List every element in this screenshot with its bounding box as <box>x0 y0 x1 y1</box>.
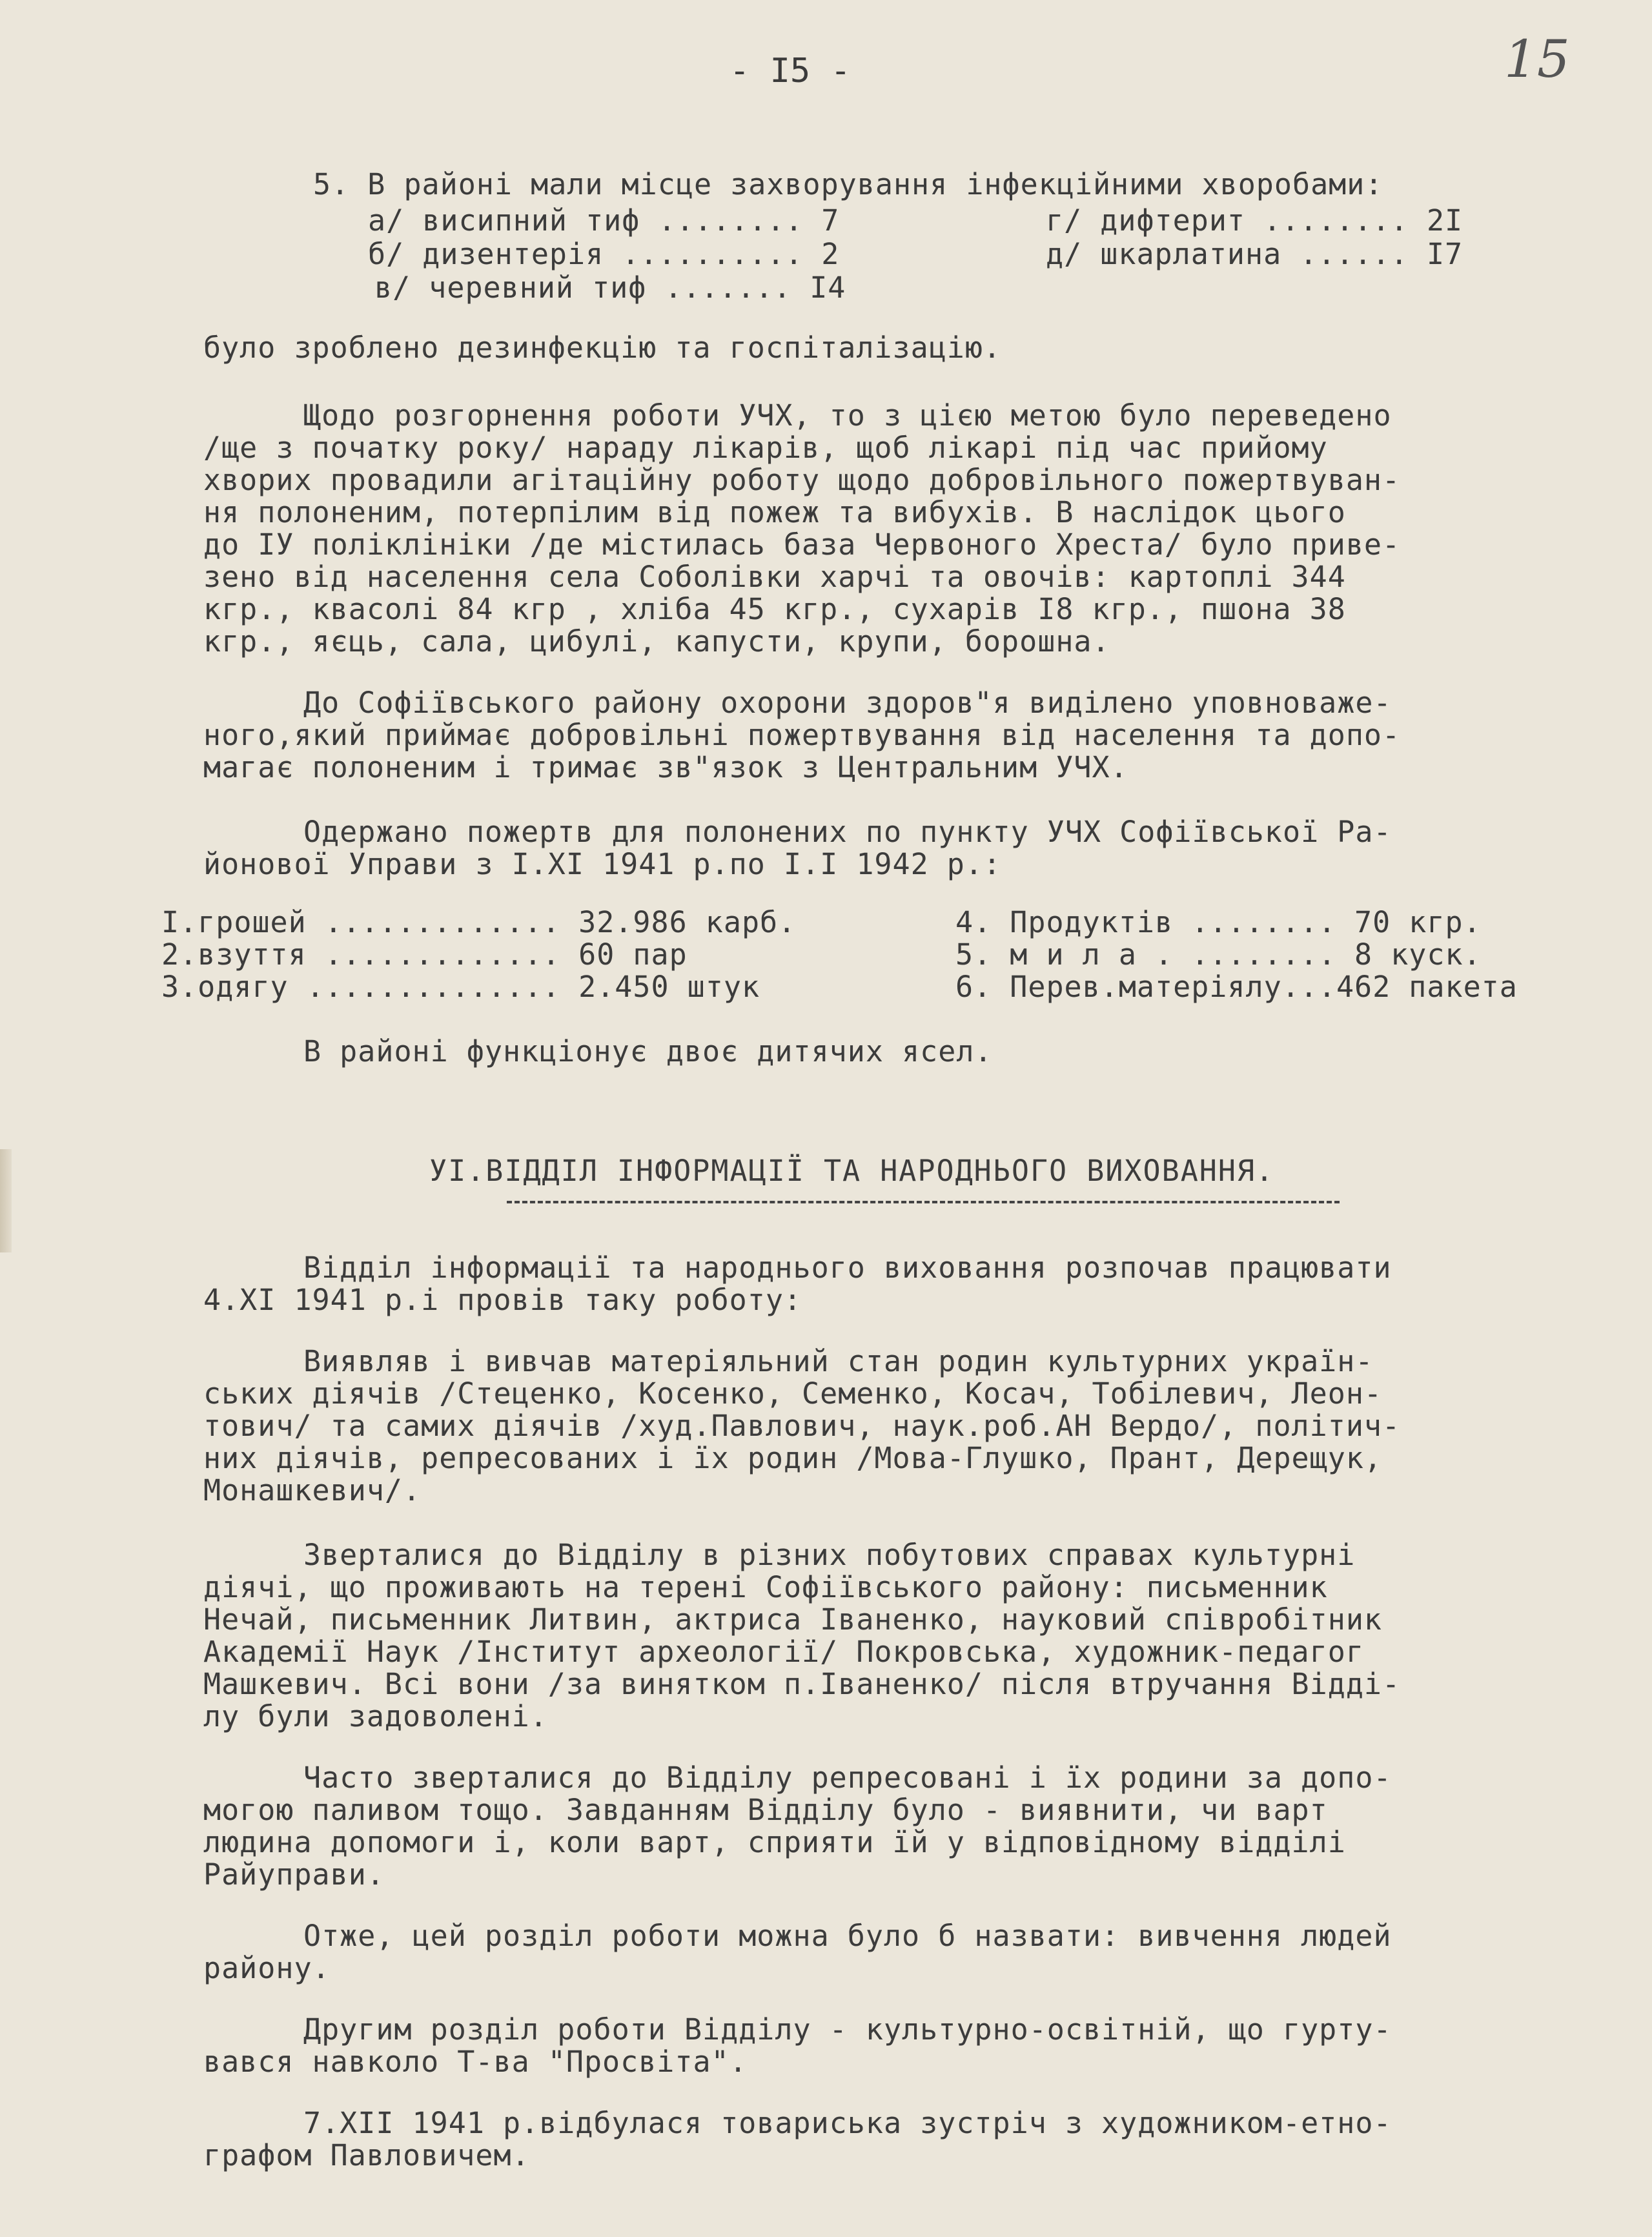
text-line: лу були задоволені. <box>203 1699 548 1733</box>
section-heading: УI.ВІДДІЛ ІНФОРМАЦІЇ ТА НАРОДНЬОГО ВИХОВАННЯ. <box>429 1154 1275 1188</box>
text-line: ного,який приймає добровільні пожертвування від населення та допо- <box>203 718 1401 752</box>
text-line: 4.XI 1941 р.і провів таку роботу: <box>203 1283 802 1317</box>
text-line: Отже, цей розділ роботи можна було б назвати: вивчення людей <box>303 1919 1392 1953</box>
text-line: діячі, що проживають на терені Софіївського району: письменник <box>203 1570 1328 1604</box>
text-line: Нечай, письменник Литвин, актриса Іваненко, науковий співробітник <box>203 1602 1382 1637</box>
text-line: графом Павловичем. <box>203 2138 530 2172</box>
page-number: - I5 - <box>729 52 851 90</box>
text-line: тович/ та самих діячів /худ.Павлович, наук.роб.АН Вердо/, політич- <box>203 1409 1401 1443</box>
text-line: Зверталися до Відділу в різних побутових справах культурні <box>303 1538 1356 1572</box>
text-line: Другим розділ роботи Відділу - культурно-освітній, що гурту- <box>303 2012 1392 2047</box>
text-line: було зроблено дезинфекцію та госпіталізацію. <box>203 331 1002 365</box>
list-item: а/ висипний тиф ........ 7 <box>368 203 840 238</box>
list-item: б/ дизентерія .......... 2 <box>368 237 840 271</box>
donation-item: 4. Продуктів ........ 70 кгр. <box>955 905 1482 939</box>
text-line: кгр., яєць, сала, цибулі, капусти, крупи, борошна. <box>203 624 1110 659</box>
text-line: ських діячів /Стеценко, Косенко, Семенко, Косач, Тобілевич, Леон- <box>203 1376 1382 1411</box>
text-line: Відділ інформації та народнього виховання розпочав працювати <box>303 1251 1392 1285</box>
text-line: магає полоненим і тримає зв"язок з Центральним УЧХ. <box>203 750 1128 784</box>
text-line: 5. В районі мали місце захворування інфекційними хворобами: <box>313 167 1383 201</box>
list-item: в/ черевний тиф ....... I4 <box>374 271 846 305</box>
donation-item: 6. Перев.матеріялу...462 пакета <box>955 970 1518 1004</box>
text-line: В районі функціонує двоє дитячих ясел. <box>303 1034 993 1068</box>
text-line: Часто зверталися до Відділу репресовані і їх родини за допо- <box>303 1761 1392 1795</box>
text-line: могою паливом тощо. Завданням Відділу було - виявнити, чи варт <box>203 1793 1328 1827</box>
text-line: кгр., квасолі 84 кгр , хліба 45 кгр., сухарів I8 кгр., пшона 38 <box>203 592 1346 626</box>
text-line: йонової Управи з I.XI 1941 р.по I.I 1942 р.: <box>203 847 1002 881</box>
text-line: До Софіївського району охорони здоров"я виділено уповноваже- <box>303 686 1392 720</box>
text-line: 7.XII 1941 р.відбулася товариська зустріч з художником-етно- <box>303 2106 1392 2140</box>
text-line: району. <box>203 1951 331 1985</box>
text-line: Щодо розгорнення роботи УЧХ, то з цією метою було переведено <box>303 398 1392 433</box>
text-line: Академії Наук /Інститут археології/ Покровська, художник-педагог <box>203 1635 1364 1669</box>
text-line: зено від населення села Соболівки харчі та овочів: картоплі 344 <box>203 560 1346 594</box>
text-line: Виявляв і вивчав матеріяльний стан родин культурних україн- <box>303 1344 1374 1378</box>
text-line: Одержано пожертв для полонених по пункту УЧХ Софіївської Ра- <box>303 815 1392 849</box>
text-line: них діячів, репресованих і їх родин /Мова-Глушко, Прант, Дерещук, <box>203 1441 1382 1475</box>
handwritten-folio-number: 15 <box>1504 29 1570 89</box>
text-line: вався навколо Т-ва "Просвіта". <box>203 2045 748 2079</box>
text-line: людина допомоги і, коли варт, сприяти їй у відповідному відділі <box>203 1825 1346 1859</box>
text-line: Машкевич. Всі вони /за винятком п.Іваненко/ після втручання Відді- <box>203 1667 1401 1701</box>
donation-item: 5. м и л а . ........ 8 куск. <box>955 937 1482 972</box>
heading-underline <box>507 1201 1340 1203</box>
text-line: Монашкевич/. <box>203 1473 422 1507</box>
donation-item: I.грошей ............. 32.986 карб. <box>161 905 797 939</box>
list-item: д/ шкарлатина ...... I7 <box>1046 237 1463 271</box>
text-line: /ще з початку року/ нараду лікарів, щоб лікарі під час прийому <box>203 431 1328 465</box>
text-line: хворих провадили агітаційну роботу щодо добровільного пожертвуван- <box>203 463 1401 497</box>
text-line: Райуправи. <box>203 1857 385 1892</box>
donation-item: 3.одягу .............. 2.450 штук <box>161 970 760 1004</box>
donation-item: 2.взуття ............. 60 пар <box>161 937 688 972</box>
list-item: г/ дифтерит ........ 2I <box>1046 203 1463 238</box>
binding-edge-mark <box>0 1149 12 1252</box>
text-line: до IУ поліклініки /де містилась база Червоного Хреста/ було приве- <box>203 527 1401 562</box>
text-line: ня полоненим, потерпілим від пожеж та вибухів. В наслідок цього <box>203 495 1346 529</box>
